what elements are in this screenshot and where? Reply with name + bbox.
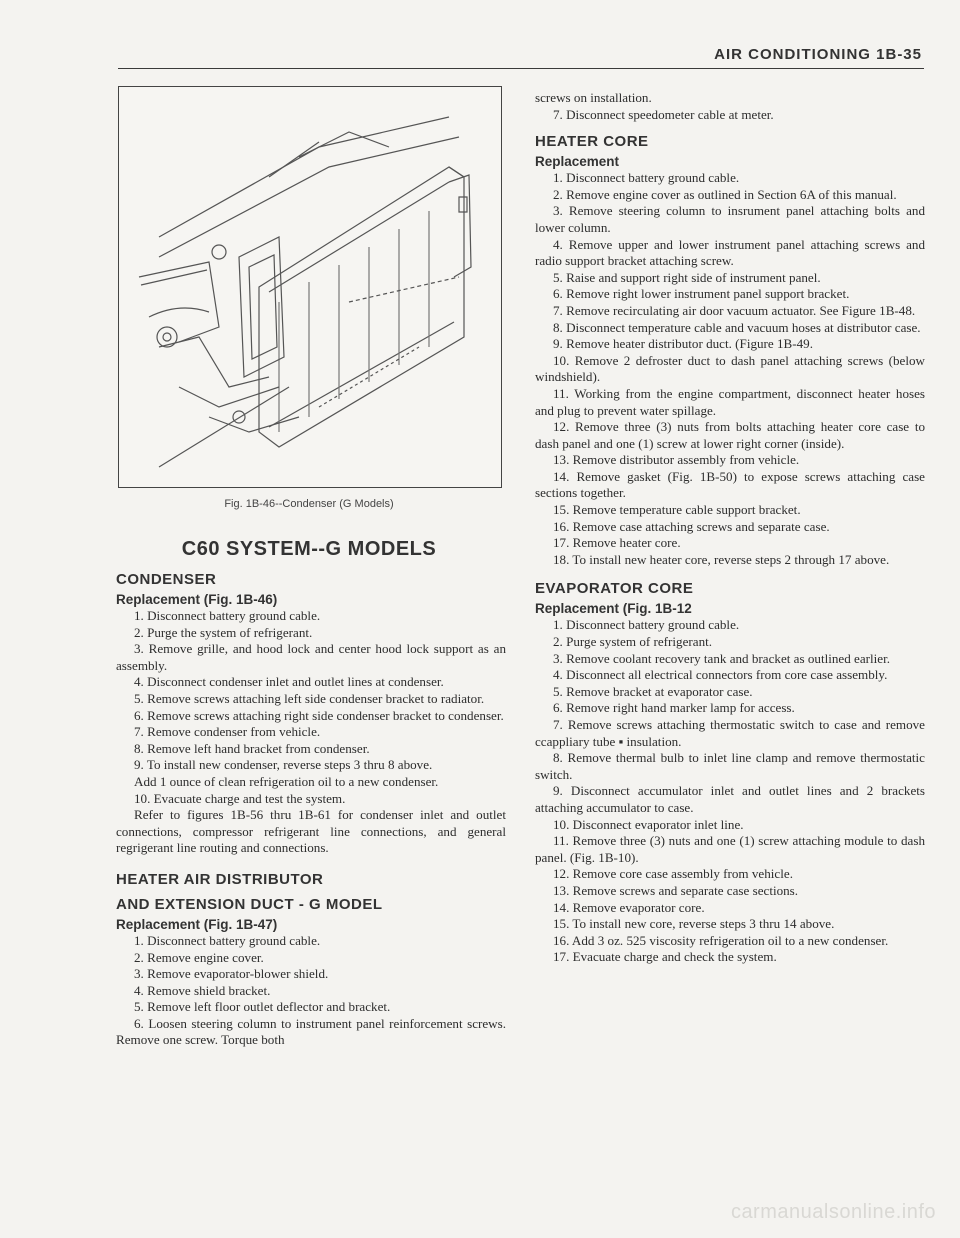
condenser-step: Add 1 ounce of clean refrigeration oil to a new condenser. [134, 773, 439, 789]
heater-step: 15. Remove temperature cable support bracket. [553, 502, 801, 518]
left-column [116, 86, 506, 1049]
evaporator-core-subheading: Replacement (Fig. 1B-12 [535, 601, 692, 617]
condenser-step: 7. Remove condenser from vehicle. [134, 724, 321, 740]
heater-step: 2. Remove engine cover as outlined in Section 6A of this manual. [553, 186, 897, 202]
hvac-heading-2: AND EXTENSION DUCT - G MODEL [116, 895, 383, 913]
evap-step: 16. Add 3 oz. 525 viscosity refrigeration oil to a new condenser. [553, 932, 889, 948]
hvac-step: 6. Loosen steering column to instrument panel reinforcement screws. Remove one screw. Torque both [116, 1015, 506, 1048]
header-title: AIR CONDITIONING 1B-35 [714, 46, 922, 63]
condenser-subheading: Replacement (Fig. 1B-46) [116, 592, 278, 607]
hvac-step: 3. Remove evaporator-blower shield. [134, 966, 329, 982]
condenser-figure [118, 86, 502, 488]
heater-step: 14. Remove gasket (Fig. 1B-50) to expose screws attaching case sections together. [535, 468, 925, 501]
evap-step: 8. Remove thermal bulb to inlet line clamp and remove thermostatic switch. [535, 750, 925, 782]
watermark: carmanualsonline.info [730, 1201, 936, 1223]
evap-step: 3. Remove coolant recovery tank and bracket as outlined earlier. [553, 650, 891, 666]
evap-step: 2. Purge system of refrigerant. [553, 634, 713, 650]
evap-step: 7. Remove screws attaching thermostatic switch to case and remove ccappliary tube ▪ insulation. [535, 717, 925, 749]
heater-step: 10. Remove 2 defroster duct to dash panel attaching screws (below windshield). [535, 352, 925, 385]
evap-step: 4. Disconnect all electrical connectors from core case assembly. [553, 667, 888, 683]
evap-step: 1. Disconnect battery ground cable. [553, 617, 740, 633]
hvac-step: 2. Remove engine cover. [134, 949, 264, 965]
evap-step: 6. Remove right hand marker lamp for access. [553, 700, 795, 716]
evap-step: 13. Remove screws and separate case sections. [553, 882, 799, 898]
condenser-step: 6. Remove screws attaching right side condenser bracket to condenser. [134, 707, 504, 723]
hvac-step: 5. Remove left floor outlet deflector and bracket. [134, 999, 391, 1015]
continued-step: 7. Disconnect speedometer cable at meter. [553, 106, 774, 122]
heater-step: 5. Raise and support right side of instrument panel. [553, 269, 821, 285]
condenser-step: 3. Remove grille, and hood lock and center hood lock support as an assembly. [116, 641, 506, 673]
hvac-step: 1. Disconnect battery ground cable. [134, 932, 321, 948]
heater-step: 13. Remove distributor assembly from vehicle. [553, 452, 800, 468]
heater-step: 8. Disconnect temperature cable and vacuum hoses at distributor case. [553, 319, 921, 335]
heater-step: 18. To install new heater core, reverse steps 2 through 17 above. [553, 551, 890, 567]
evap-step: 15. To install new core, reverse steps 3 thru 14 above. [553, 916, 835, 932]
heater-step: 11. Working from the engine compartment, disconnect heater hoses and plug to prevent water spillage. [535, 385, 925, 418]
evap-step: 12. Remove core case assembly from vehicle. [553, 866, 793, 882]
heater-step: 4. Remove upper and lower instrument panel attaching screws and radio support bracket attaching screw. [535, 236, 925, 269]
heater-step: 6. Remove right lower instrument panel support bracket. [553, 286, 850, 302]
page-header [118, 46, 924, 69]
evap-step: 5. Remove bracket at evaporator case. [553, 683, 753, 699]
heater-step: 7. Remove recirculating air door vacuum actuator. See Figure 1B-48. [553, 302, 916, 318]
condenser-step: 4. Disconnect condenser inlet and outlet lines at condenser. [134, 674, 444, 690]
condenser-step: Refer to figures 1B-56 thru 1B-61 for condenser inlet and outlet connections, compressor refrigerant line connections, and general regrigerant line routing and connections. [116, 807, 506, 856]
hvac-heading-1: HEATER AIR DISTRIBUTOR [116, 870, 324, 888]
condenser-illustration [119, 87, 501, 487]
evap-step: 10. Disconnect evaporator inlet line. [553, 816, 744, 832]
continued-text: screws on installation. [535, 90, 652, 105]
figure-caption: Fig. 1B-46--Condenser (G Models) [224, 498, 394, 510]
heater-step: 12. Remove three (3) nuts from bolts attaching heater core case to dash panel and one (1) screw at lower right corner (inside). [535, 419, 925, 451]
heater-step: 3. Remove steering column to insrument panel attaching bolts and lower column. [535, 203, 925, 235]
evaporator-core-heading: EVAPORATOR CORE [535, 580, 694, 598]
condenser-step: 9. To install new condenser, reverse steps 3 thru 8 above. [134, 757, 433, 773]
evap-step: 14. Remove evaporator core. [553, 899, 705, 915]
condenser-step: 1. Disconnect battery ground cable. [134, 608, 321, 623]
heater-core-subheading: Replacement [535, 154, 620, 170]
evap-step: 9. Disconnect accumulator inlet and outlet lines and 2 brackets attaching accumulator to case. [535, 783, 925, 815]
evap-step: 17. Evacuate charge and check the system. [553, 949, 777, 965]
heater-core-heading: HEATER CORE [535, 133, 649, 151]
main-heading: C60 SYSTEM--G MODELS [181, 538, 437, 560]
hvac-step: 4. Remove shield bracket. [134, 982, 271, 998]
heater-step: 9. Remove heater distributor duct. (Figure 1B-49. [553, 336, 814, 352]
heater-step: 1. Disconnect battery ground cable. [553, 170, 740, 186]
right-column [535, 90, 925, 966]
heater-step: 17. Remove heater core. [553, 535, 681, 551]
condenser-step: 8. Remove left hand bracket from condenser. [134, 740, 370, 756]
condenser-step: 2. Purge the system of refrigerant. [134, 624, 313, 640]
evap-step: 11. Remove three (3) nuts and one (1) screw attaching module to dash panel. (Fig. 1B-10). [535, 833, 925, 865]
condenser-heading: CONDENSER [116, 571, 217, 588]
hvac-subheading: Replacement (Fig. 1B-47) [116, 916, 278, 932]
condenser-step: 10. Evacuate charge and test the system. [134, 790, 346, 806]
heater-step: 16. Remove case attaching screws and separate case. [553, 518, 830, 534]
condenser-step: 5. Remove screws attaching left side condenser bracket to radiator. [134, 690, 485, 706]
